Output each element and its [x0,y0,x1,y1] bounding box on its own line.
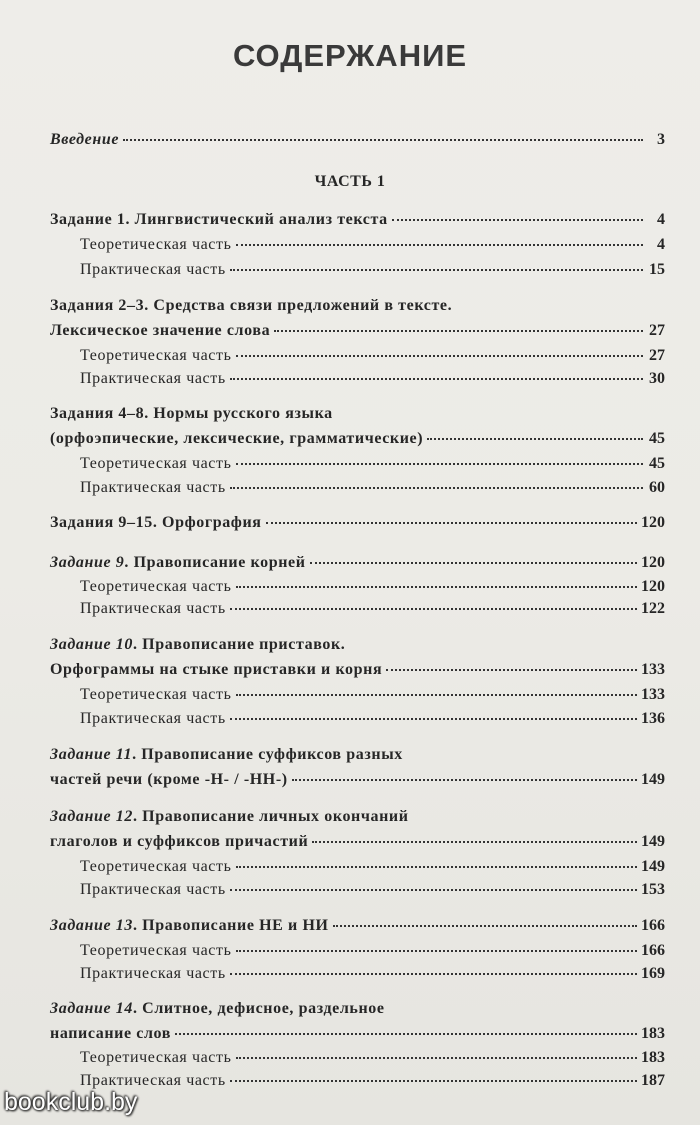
toc-entry-continuation [50,429,665,453]
leader-dots [236,682,637,696]
leader-dots [386,657,637,671]
leader-dots [230,257,643,271]
site-watermark: bookclub.by [4,1088,138,1116]
entry-title: Задания 4–8. Нормы русского языка [50,405,333,422]
entry-title: Теоретическая часть [80,578,232,595]
page-number: 166 [641,942,665,959]
leader-dots [312,829,637,843]
leader-dots [236,1045,637,1059]
page-number: 149 [641,771,665,788]
page-number: 27 [649,322,665,339]
leader-dots [123,127,643,141]
entry-title: Практическая часть [80,600,226,617]
toc-subentry [80,478,665,502]
entry-title: (орфоэпические, лексические, грамматические) [50,430,424,447]
entry-label: Задание 13 [50,917,133,934]
toc-subentry [80,964,665,988]
entry-title: Орфограммы на стыке приставки и корня [50,661,383,678]
page-number: 149 [641,833,665,850]
entry-title: . Правописание суффиксов разных [132,746,403,763]
toc-entry-continuation [50,660,665,684]
entry-title: . Правописание личных окончаний [132,808,409,825]
toc-subentry [80,260,665,284]
page-number: 60 [649,479,665,496]
page-number: 120 [641,578,665,595]
entry-label: Задание 12 [50,808,133,825]
toc-subentry [80,599,665,623]
entry-title: . Правописание НЕ и НИ [132,917,329,934]
leader-dots [310,550,637,564]
toc-subentry [80,235,665,259]
leader-dots [266,510,637,524]
leader-dots [230,475,643,489]
toc-subentry [80,1071,665,1095]
entry-title: Теоретическая часть [80,236,232,253]
toc-entry-continuation [50,832,665,856]
leader-dots [230,961,637,975]
entry-title: Теоретическая часть [80,1049,232,1066]
page-number: 120 [641,554,665,571]
leader-dots [333,913,637,927]
entry-title: Задания 2–3. Средства связи предложений в тексте. [50,297,453,314]
toc-entry-intro [50,130,665,154]
entry-title: Практическая часть [80,261,226,278]
leader-dots [230,596,637,610]
page-number: 133 [641,686,665,703]
entry-title: частей речи (кроме -Н- / -НН-) [50,771,288,788]
leader-dots [392,207,643,221]
entry-title: Теоретическая часть [80,686,232,703]
entry-label: Задание 10 [50,636,133,653]
page-number: 45 [649,455,665,472]
entry-title: Практическая часть [80,710,226,727]
page-number: 4 [657,211,665,228]
toc-subentry [80,880,665,904]
page-number: 149 [641,858,665,875]
page-number: 153 [641,881,665,898]
entry-label: Задание 14 [50,1000,133,1017]
page-number: 169 [641,965,665,982]
entry-title: Задания 9–15. Орфография [50,514,262,531]
entry-title: Теоретическая часть [80,347,232,364]
entry-title: написание слов [50,1025,172,1042]
entry-title: Практическая часть [80,965,226,982]
entry-title: глаголов и суффиксов причастий [50,833,309,850]
entry-title: . Правописание корней [124,554,306,571]
entry-title: . Слитное, дефисное, раздельное [132,1000,385,1017]
leader-dots [236,343,643,357]
leader-dots [274,318,643,332]
page-number: 15 [649,261,665,278]
entry-title: Задание 1. Лингвистический анализ текста [50,211,388,228]
leader-dots [236,938,637,952]
toc-entry [50,916,665,940]
page-number: 133 [641,661,665,678]
leader-dots [236,451,643,465]
page-number: 3 [657,131,665,148]
entry-title: Практическая часть [80,370,226,387]
page-number: 45 [649,430,665,447]
page-number: 187 [641,1072,665,1089]
leader-dots [427,426,643,440]
toc-entry [50,513,665,537]
entry-title: Теоретическая часть [80,455,232,472]
leader-dots [230,877,637,891]
entry-label: Задание 9 [50,554,125,571]
page-number: 122 [641,600,665,617]
leader-dots [175,1021,637,1035]
page-number: 166 [641,917,665,934]
entry-title: Теоретическая часть [80,858,232,875]
leader-dots [236,854,637,868]
toc-entry-continuation [50,770,665,794]
page-number: 4 [657,236,665,253]
entry-title: . Правописание приставок. [132,636,346,653]
page-number: 183 [641,1049,665,1066]
toc-entry [50,210,665,234]
toc-subentry [80,369,665,393]
page-number: 136 [641,710,665,727]
part-heading: ЧАСТЬ 1 [314,173,386,190]
entry-title: Практическая часть [80,479,226,496]
entry-title: Лексическое значение слова [50,322,271,339]
leader-dots [236,574,637,588]
page-title: СОДЕРЖАНИЕ [232,38,468,73]
page-number: 183 [641,1025,665,1042]
leader-dots [230,706,637,720]
leader-dots [230,1068,637,1082]
entry-title: Практическая часть [80,1072,226,1089]
leader-dots [236,232,643,246]
entry-title: Практическая часть [80,881,226,898]
entry-label: Введение [50,131,120,148]
toc-entry-continuation [50,321,665,345]
leader-dots [292,767,637,781]
page-number: 120 [641,514,665,531]
page-number: 27 [649,347,665,364]
entry-label: Задание 11 [50,746,133,763]
leader-dots [230,366,643,380]
entry-title: Теоретическая часть [80,942,232,959]
page-number: 30 [649,370,665,387]
toc-subentry [80,709,665,733]
